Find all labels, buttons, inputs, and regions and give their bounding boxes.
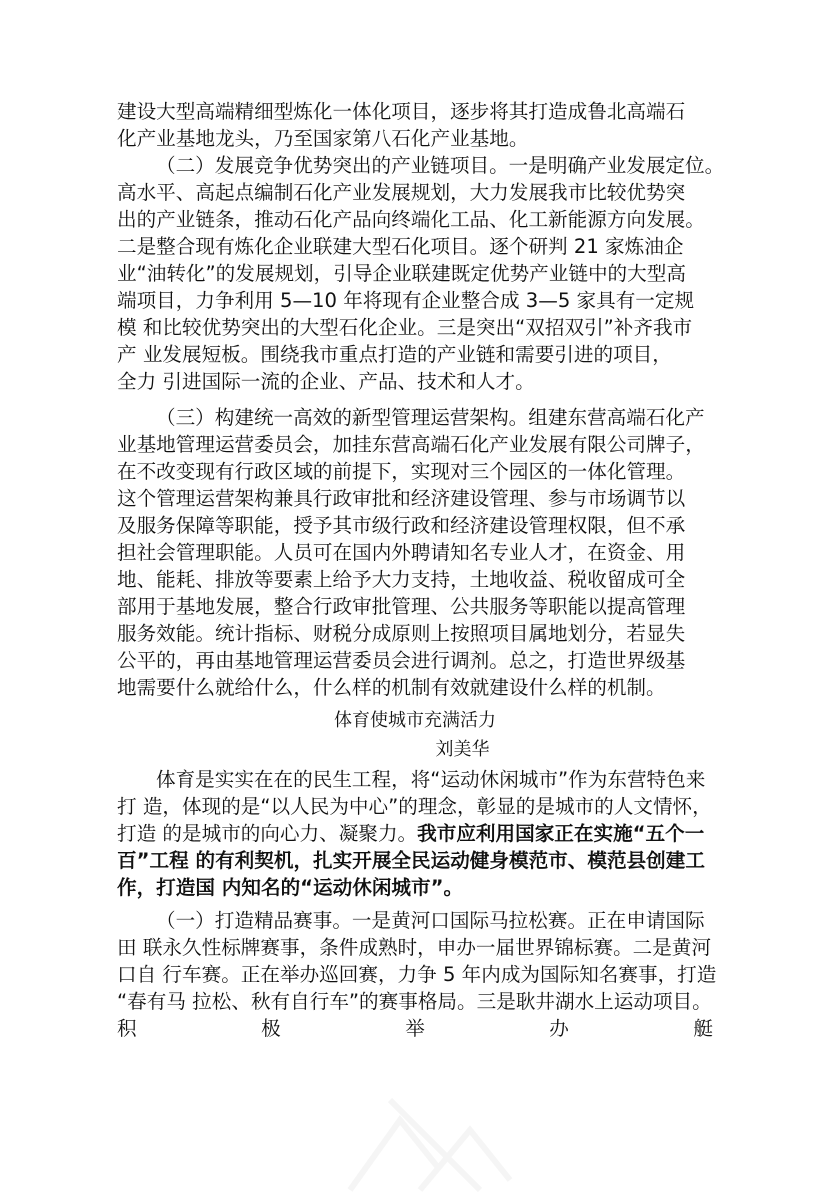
text-char: 举 [405,1017,425,1040]
article-author: 刘美华 [435,739,490,760]
bold-text-line: 作，打造国 内知名的“运动休闲城市”。 [117,876,464,899]
text-line: “春有马 拉松、秋有自行车”的赛事格局。三是耿井湖水上运动项目。 [117,990,712,1013]
text-line: 地需要什么就给什么，什么样的机制有效就建设什么样的机制。 [117,676,666,699]
text-line: 出的产业链条，推动石化产品向终端化工品、化工新能源方向发展。 [117,208,705,231]
text-line: 全力 引进国际一流的企业、产品、技术和人才。 [117,370,535,393]
text-line: 业“油转化”的发展规划，引导企业联建既定优势产业链中的大型高 [117,262,686,285]
text-line: 产 业发展短板。围绕我市重点打造的产业链和需要引进的项目， [117,343,672,366]
bold-text-line: 百”工程 的有利契机，扎实开展全民运动健身模范市、模范县创建工 [117,849,705,872]
text-line: 口自 行车赛。正在举办巡回赛，力争 5 年内成为国际知名赛事，打造 [117,963,717,986]
text-line: 担社会管理职能。人员可在国内外聘请知名专业人才，在资金、用 [117,541,686,564]
text-line: 地、能耗、排放等要素上给予大力支持，土地收益、税收留成可全 [117,568,686,591]
text-line: 建设大型高端精细型炼化一体化项目，逐步将其打造成鲁北高端石 [117,100,686,123]
text-line: 这个管理运营架构兼具行政审批和经济建设管理、参与市场调节以 [117,487,686,510]
text-line: 公平的，再由基地管理运营委员会进行调剂。总之，打造世界级基 [117,649,686,672]
text-char: 办 [549,1017,569,1040]
text-line: 部用于基地发展，整合行政审批管理、公共服务等职能以提高管理 [117,595,686,618]
text-line: 体育是实实在在的民生工程，将“运动休闲城市”作为东营特色来 [156,768,706,791]
text-line: 高水平、高起点编制石化产业发展规划，大力发展我市比较优势突 [117,181,686,204]
text-char: 极 [261,1017,281,1040]
text-line: （二）发展竞争优势突出的产业链项目。一是明确产业发展定位。 [156,154,725,177]
text-line: 打 造，体现的是“以人民为中心”的理念，彰显的是城市的人文情怀， [117,795,712,818]
watermark-logo [330,1080,530,1200]
text-char: 积 [117,1017,137,1040]
text-line: 化产业基地龙头，乃至国家第八石化产业基地。 [117,127,529,150]
text-char: 艇 [693,1017,713,1040]
text-line: 服务效能。统计指标、财税分成原则上按照项目属地划分，若显失 [117,622,686,645]
text-line: 在不改变现有行政区域的前提下，实现对三个园区的一体化管理。 [117,460,686,483]
text-line: （一）打造精品赛事。一是黄河口国际马拉松赛。正在申请国际 [156,909,705,932]
text-line: 端项目，力争利用 5—10 年将现有企业整合成 3—5 家具有一定规 [117,289,695,312]
text-line: 田 联永久性标牌赛事，条件成熟时，申办一届世界锦标赛。二是黄河 [117,936,712,959]
article-title: 体育使城市充满活力 [334,710,496,731]
bold-text-span: 我市应利用国家正在实施“五个一 [417,822,705,845]
text-span: 打造 的是城市的向心力、凝聚力。 [117,822,418,845]
justified-text-line [117,1015,713,1042]
text-line: 业基地管理运营委员会，加挂东营高端石化产业发展有限公司牌子， [117,433,705,456]
text-line: 二是整合现有炼化企业联建大型石化项目。逐个研判 21 家炼油企 [117,235,684,258]
text-line: 模 和比较优势突出的大型石化企业。三是突出“双招双引”补齐我市 [117,316,693,339]
text-line: （三）构建统一高效的新型管理运营架构。组建东营高端石化产 [156,406,705,429]
text-line-mixed [117,820,704,847]
text-line: 及服务保障等职能，授予其市级行政和经济建设管理权限，但不承 [117,514,686,537]
